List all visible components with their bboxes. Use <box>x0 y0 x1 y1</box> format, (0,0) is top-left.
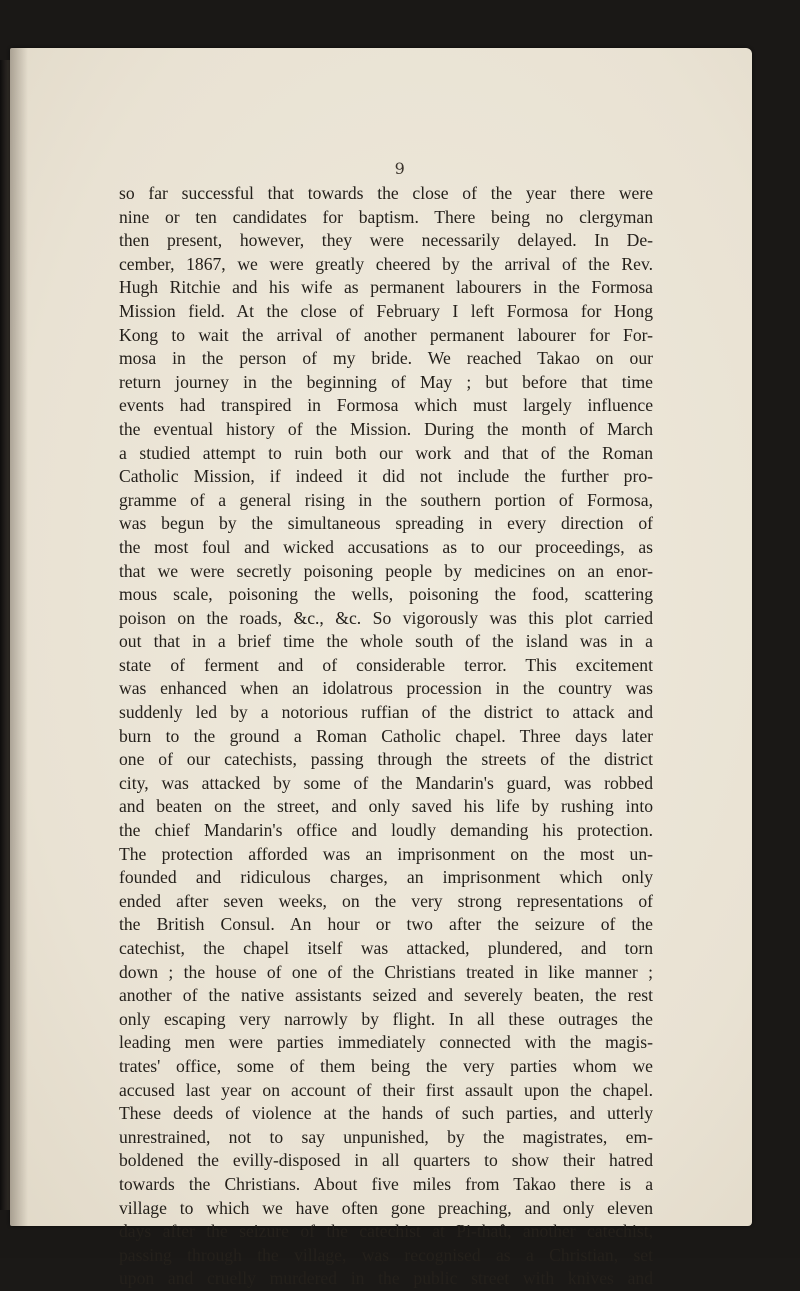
text-line: only escaping very narrowly by flight. In all these outrages the <box>119 1008 653 1029</box>
text-line: down ; the house of one of the Christians treated in like manner ; <box>119 961 653 982</box>
text-line: and beaten on the street, and only saved his life by rushing into <box>119 796 653 817</box>
text-line: the British Consul. An hour or two after the seizure of the <box>119 914 653 935</box>
text-line: passing through the village, was recognised as a Christian, set <box>119 1244 653 1265</box>
text-line: Mission field. At the close of February I left Formosa for Hong <box>119 300 653 321</box>
text-line: was enhanced when an idolatrous procession in the country was <box>119 678 653 699</box>
text-line: Catholic Mission, if indeed it did not include the further pro- <box>119 466 653 487</box>
text-line: founded and ridiculous charges, an imprisonment which only <box>119 867 653 888</box>
page-number: 9 <box>394 159 406 178</box>
text-line: boldened the evilly-disposed in all quarters to show their hatred <box>119 1150 653 1171</box>
text-line: one of our catechists, passing through the streets of the district <box>119 749 653 770</box>
text-line: so far successful that towards the close of the year there were <box>119 183 653 203</box>
text-line: The protection afforded was an imprisonment on the most un- <box>119 843 653 864</box>
text-line: city, was attacked by some of the Mandarin's guard, was robbed <box>119 772 653 793</box>
text-line: Kong to wait the arrival of another permanent labourer for For- <box>119 324 653 345</box>
text-line: leading men were parties immediately connected with the magis- <box>119 1032 653 1053</box>
text-line: burn to the ground a Roman Catholic chapel. Three days later <box>119 725 653 746</box>
text-line: a studied attempt to ruin both our work and that of the Roman <box>119 442 653 463</box>
text-line: events had transpired in Formosa which must largely influence <box>119 395 653 416</box>
text-line: then present, however, they were necessarily delayed. In De- <box>119 230 653 251</box>
text-line: days after the seizure of the catechist at Pi-thaû, another catechist, <box>119 1221 653 1242</box>
text-line: poison on the roads, &c., &c. So vigorously was this plot carried <box>119 607 653 628</box>
text-line: suddenly led by a notorious ruffian of the district to attack and <box>119 702 653 723</box>
text-line: towards the Christians. About five miles from Takao there is a <box>119 1173 653 1194</box>
text-line: catechist, the chapel itself was attacked, plundered, and torn <box>119 938 653 958</box>
text-line: the most foul and wicked accusations as to our proceedings, as <box>119 536 653 557</box>
text-line: gramme of a general rising in the southern portion of Formosa, <box>119 489 653 510</box>
text-line: was begun by the simultaneous spreading in every direction of <box>119 513 653 534</box>
text-line: mosa in the person of my bride. We reached Takao on our <box>119 348 653 369</box>
text-line: nine or ten candidates for baptism. There being no clergyman <box>119 206 653 227</box>
text-line: the chief Mandarin's office and loudly demanding his protection. <box>119 820 653 841</box>
text-line: return journey in the beginning of May ; but before that time <box>119 371 653 392</box>
text-line: accused last year on account of their first assault upon the chapel. <box>119 1079 653 1100</box>
text-line: These deeds of violence at the hands of such parties, and utterly <box>119 1103 653 1124</box>
text-line: Hugh Ritchie and his wife as permanent labourers in the Formosa <box>119 277 653 298</box>
text-line: out that in a brief time the whole south of the island was in a <box>119 631 653 652</box>
text-line: the eventual history of the Mission. During the month of March <box>119 418 653 439</box>
text-line: cember, 1867, we were greatly cheered by the arrival of the Rev. <box>119 253 653 274</box>
text-line: mous scale, poisoning the wells, poisoning the food, scattering <box>119 584 653 605</box>
text-line: ended after seven weeks, on the very strong representations of <box>119 890 653 911</box>
text-line: upon and cruelly murdered in the public street with knives and <box>119 1268 653 1289</box>
text-line: trates' office, some of them being the very parties whom we <box>119 1055 653 1076</box>
text-line: another of the native assistants seized and severely beaten, the rest <box>119 985 653 1006</box>
text-line: village to which we have often gone preaching, and only eleven <box>119 1197 653 1218</box>
text-line: unrestrained, not to say unpunished, by the magistrates, em- <box>119 1126 653 1147</box>
text-line: that we were secretly poisoning people by medicines on an enor- <box>119 560 653 581</box>
text-line: state of ferment and of considerable terror. This excitement <box>119 654 653 675</box>
body-text <box>119 182 653 1291</box>
